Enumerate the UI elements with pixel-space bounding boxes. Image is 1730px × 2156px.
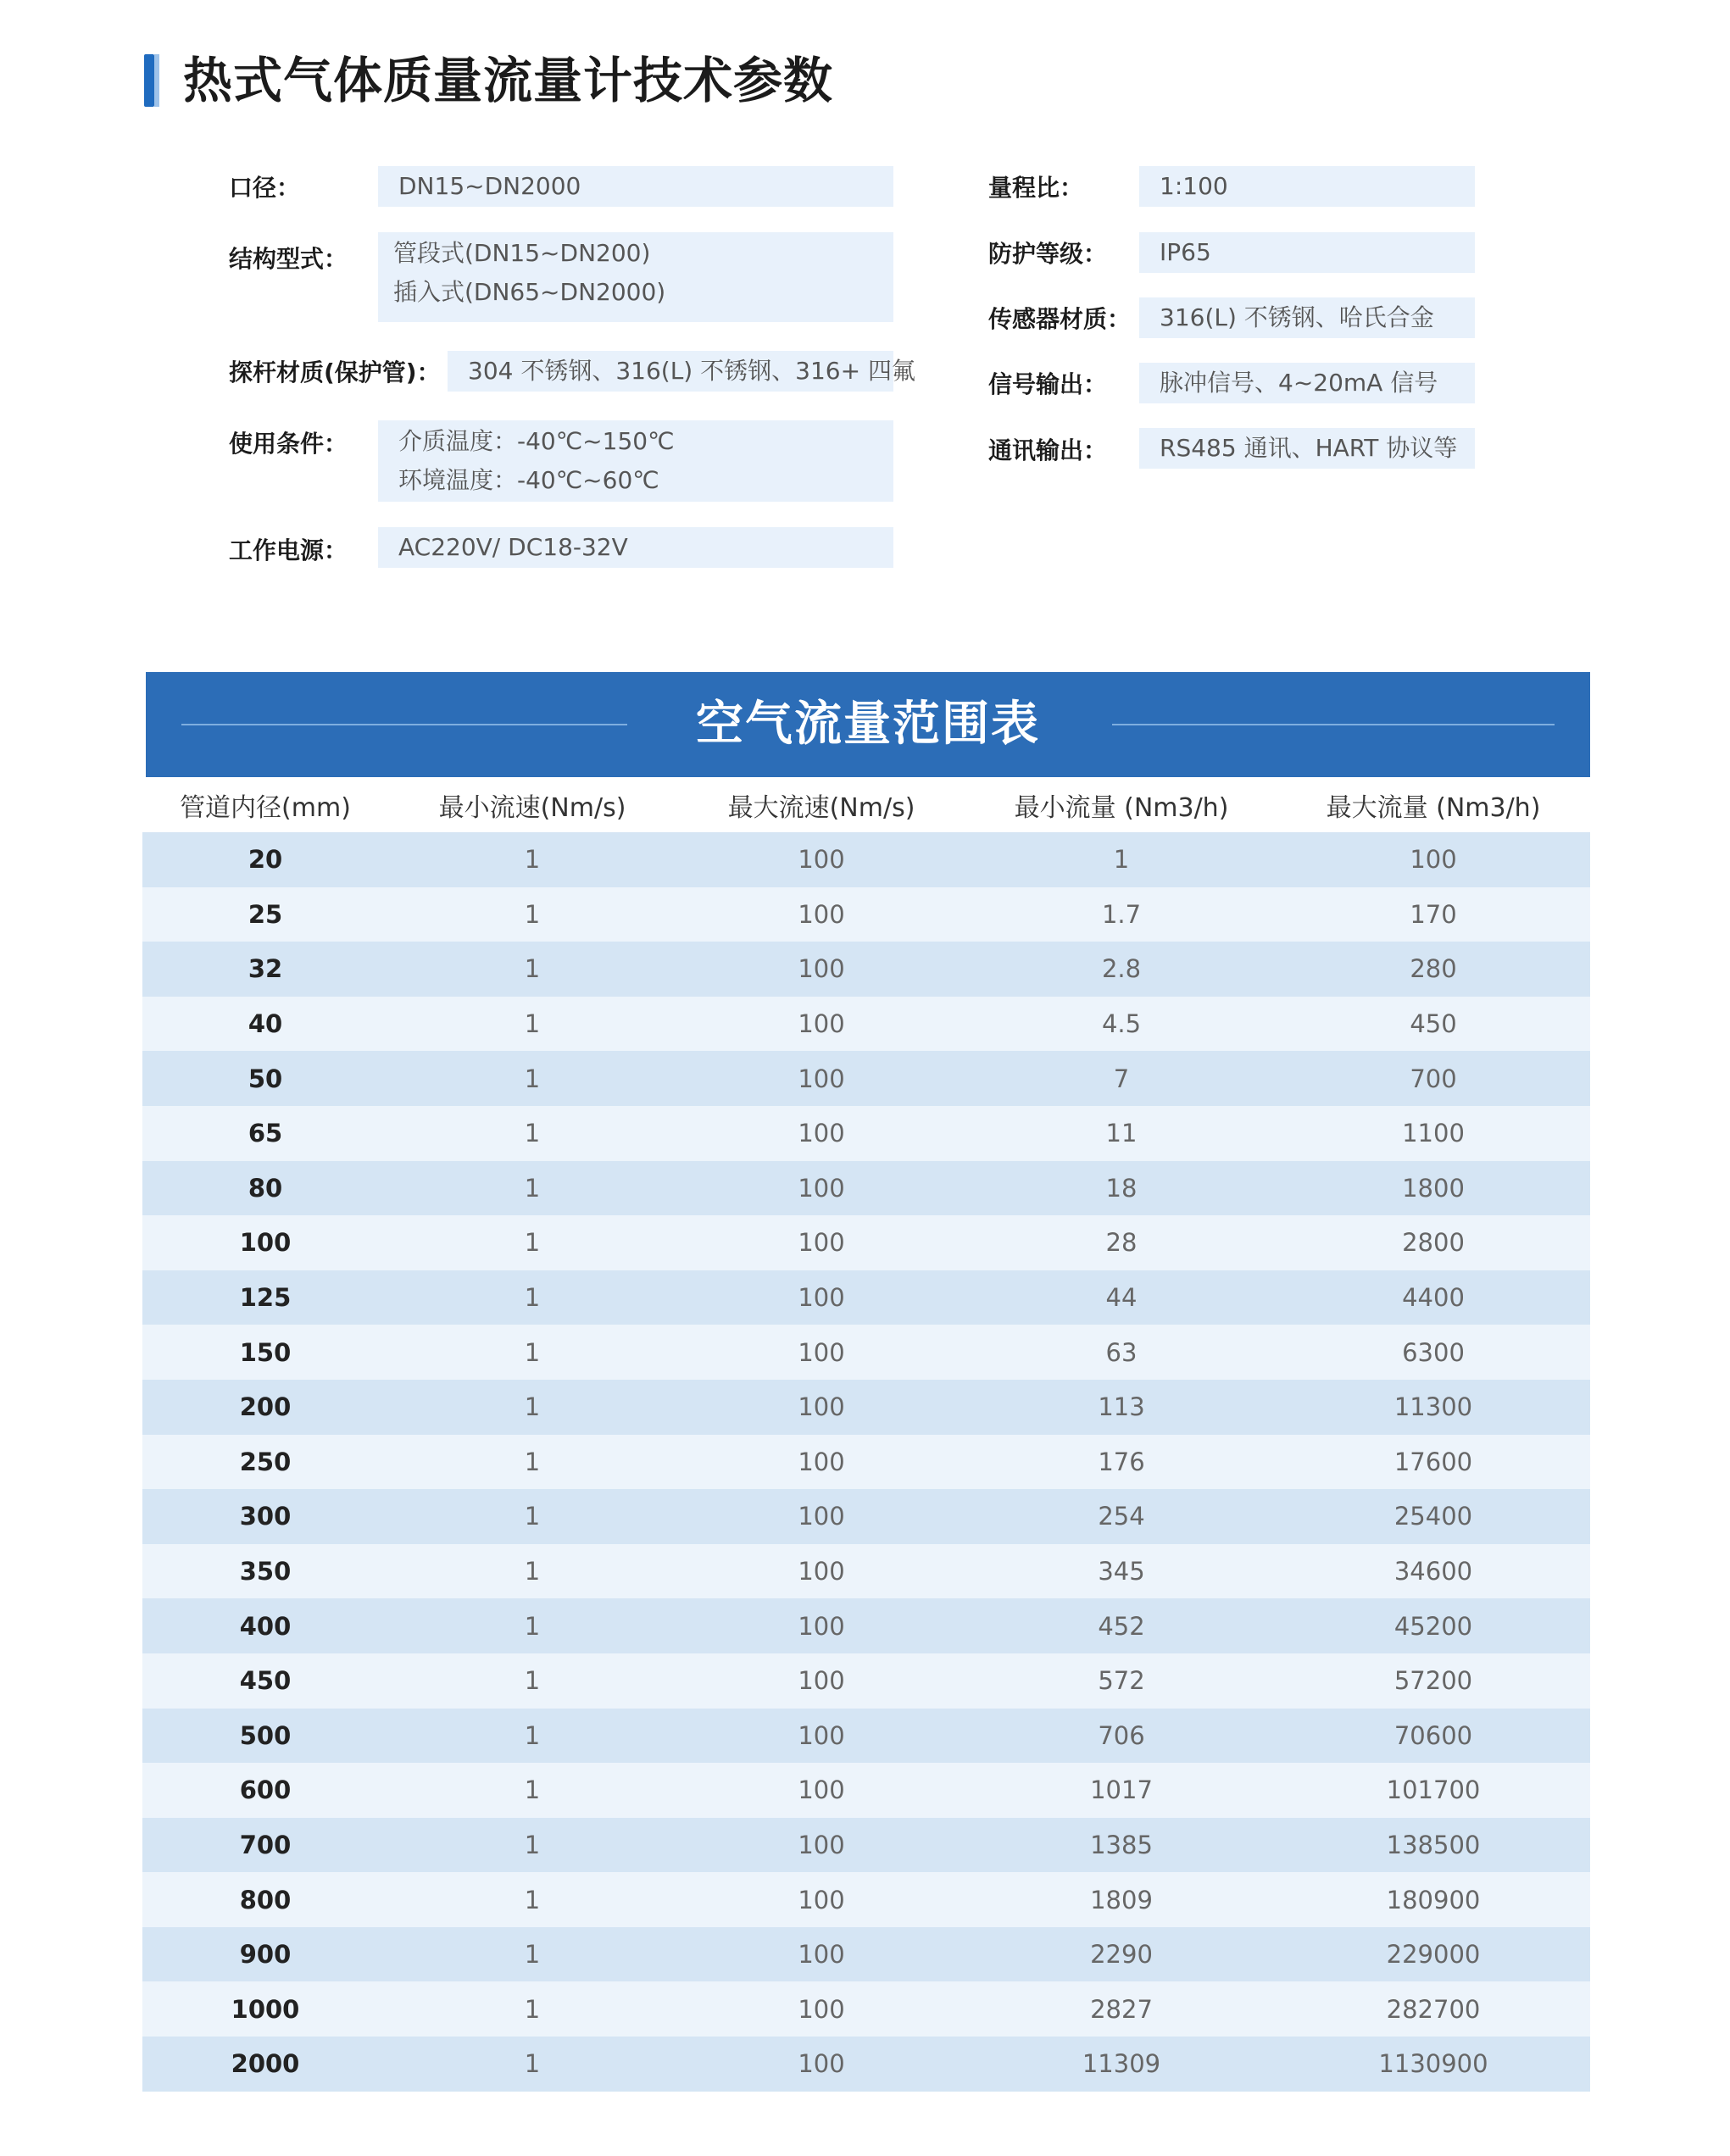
table-cell: 572 [1098,1666,1145,1696]
table-cell: 706 [1098,1720,1145,1750]
table-row [142,1872,1590,1927]
spec-value-structure [378,232,893,322]
table-cell: 700 [1410,1064,1457,1093]
table-row [142,887,1590,942]
table-cell: 1 [524,1392,541,1422]
table-cell: 100 [798,954,845,984]
table-cell: 400 [239,1611,292,1641]
table-cell: 2827 [1090,1994,1153,2024]
table-cell: 50 [248,1064,283,1093]
table-cell: 500 [239,1720,292,1750]
spec-label-sensor-material: 传感器材质： [988,305,1132,333]
table-cell: 100 [798,1502,845,1531]
title-accent-bar-light [154,54,159,107]
table-cell: 1 [524,1720,541,1750]
table-cell: 1 [524,1775,541,1805]
table-cell: 1 [524,1119,541,1148]
spec-value-line: 插入式(DN65~DN2000) [393,278,666,306]
spec-value-line: 304 不锈钢、316(L) 不锈钢、316+ 四氟 [468,357,915,385]
table-title: 空气流量范围表 [696,697,1040,752]
table-row [142,1325,1590,1380]
title-accent-bar [144,54,154,107]
table-cell: 2800 [1402,1228,1465,1258]
spec-label-conditions: 使用条件： [229,430,348,458]
table-row [142,1927,1590,1982]
table-cell: 100 [798,1392,845,1422]
table-cell: 1 [524,1283,541,1313]
table-cell: 20 [248,845,283,875]
table-cell: 1000 [231,1994,300,2024]
table-cell: 25 [248,899,283,929]
table-cell: 2290 [1090,1940,1153,1970]
table-cell: 100 [798,1119,845,1148]
spec-label-structure: 结构型式： [229,245,348,273]
table-cell: 100 [798,1666,845,1696]
spec-value-comm-output: RS485 通讯、HART 协议等 [1139,428,1475,469]
table-cell: 100 [798,1228,845,1258]
table-cell: 100 [798,1611,845,1641]
table-cell: 1 [524,1994,541,2024]
table-cell: 452 [1098,1611,1145,1641]
table-cell: 1 [524,1009,541,1039]
column-header: 最大流速(Nm/s) [727,792,915,823]
spec-label-power: 工作电源： [229,536,348,564]
table-row [142,1763,1590,1818]
table-cell: 100 [798,1283,845,1313]
table-cell: 4400 [1402,1283,1465,1313]
spec-value-conditions [378,420,893,502]
table-cell: 40 [248,1009,283,1039]
spec-label-protection: 防护等级： [988,240,1108,268]
table-cell: 1 [524,2049,541,2079]
table-cell: 1017 [1090,1775,1153,1805]
table-cell: 700 [239,1830,292,1859]
table-cell: 57200 [1393,1666,1473,1696]
table-cell: 65 [248,1119,283,1148]
table-cell: 1.7 [1101,899,1142,929]
table-cell: 1 [524,1557,541,1586]
table-row [142,2037,1590,2092]
spec-label-caliber: 口径： [229,174,301,202]
table-cell: 1100 [1402,1119,1465,1148]
table-cell: 125 [239,1283,292,1313]
table-cell: 32 [248,954,283,984]
table-cell: 100 [798,899,845,929]
table-cell: 450 [239,1666,292,1696]
table-cell: 1 [524,1447,541,1476]
table-row [142,832,1590,887]
table-cell: 2.8 [1101,954,1142,984]
table-cell: 1 [524,1885,541,1914]
column-header: 最小流量 (Nm3/h) [1014,792,1229,823]
table-body [142,832,1590,2092]
table-cell: 100 [798,1885,845,1914]
table-cell: 100 [798,1720,845,1750]
table-cell: 100 [798,1557,845,1586]
table-cell: 6300 [1402,1337,1465,1367]
table-row [142,1544,1590,1599]
table-cell: 1 [524,1173,541,1203]
table-row [142,1270,1590,1325]
table-cell: 176 [1098,1447,1145,1476]
table-cell: 1 [524,899,541,929]
table-cell: 254 [1098,1502,1145,1531]
table-row [142,1709,1590,1764]
spec-value-line: 管段式(DN15~DN200) [393,239,651,267]
table-cell: 1 [524,1830,541,1859]
table-cell: 2000 [231,2049,300,2079]
table-row [142,1051,1590,1106]
table-row [142,997,1590,1052]
column-header: 最大流量 (Nm3/h) [1326,792,1541,823]
table-cell: 1 [524,845,541,875]
spec-label-signal-output: 信号输出： [988,370,1108,398]
table-cell: 28 [1105,1228,1138,1258]
table-cell: 1 [524,1611,541,1641]
table-cell: 100 [798,1994,845,2024]
column-header: 最小流速(Nm/s) [438,792,626,823]
table-cell: 280 [1410,954,1457,984]
table-cell: 1809 [1090,1885,1153,1914]
table-cell: 7 [1113,1064,1130,1093]
table-row [142,1981,1590,2037]
table-header-banner [146,672,1590,777]
spec-value-line: DN15~DN2000 [398,172,581,200]
table-cell: 45200 [1393,1611,1473,1641]
table-row [142,1215,1590,1270]
table-cell: 1385 [1090,1830,1153,1859]
table-cell: 1 [524,1940,541,1970]
table-row [142,1380,1590,1435]
spec-value-signal-output: 脉冲信号、4~20mA 信号 [1139,363,1475,403]
table-cell: 100 [798,1064,845,1093]
table-cell: 900 [239,1940,292,1970]
table-cell: 170 [1410,899,1457,929]
table-cell: 4.5 [1101,1009,1142,1039]
table-cell: 11 [1105,1119,1138,1148]
table-cell: 1 [524,1064,541,1093]
table-cell: 100 [798,1337,845,1367]
table-cell: 1800 [1402,1173,1465,1203]
table-cell: 100 [1410,845,1457,875]
table-cell: 100 [798,845,845,875]
table-cell: 229000 [1386,1940,1481,1970]
table-cell: 450 [1410,1009,1457,1039]
table-cell: 1 [1113,845,1130,875]
table-cell: 11300 [1393,1392,1473,1422]
spec-value-power [378,527,893,568]
table-row [142,1818,1590,1873]
table-column-headers [142,777,1590,832]
table-cell: 11309 [1082,2049,1161,2079]
table-cell: 100 [798,1830,845,1859]
table-cell: 180900 [1386,1885,1481,1914]
table-cell: 17600 [1393,1447,1473,1476]
table-row [142,1598,1590,1653]
table-cell: 80 [248,1173,283,1203]
table-row [142,1435,1590,1490]
table-row [142,1106,1590,1161]
spec-value-probe-material [448,351,915,392]
column-header: 管道内径(mm) [180,792,351,823]
table-cell: 345 [1098,1557,1145,1586]
table-cell: 1130900 [1378,2049,1488,2079]
table-row [142,1489,1590,1544]
table-row [142,1161,1590,1216]
table-cell: 200 [239,1392,292,1422]
spec-value-protection: IP65 [1139,232,1475,273]
spec-label-range-ratio: 量程比： [988,174,1084,202]
table-cell: 100 [798,1940,845,1970]
spec-label-comm-output: 通讯输出： [988,436,1108,464]
spec-value-line: 介质温度：-40℃~150℃ [398,427,675,455]
table-cell: 600 [239,1775,292,1805]
table-cell: 34600 [1393,1557,1473,1586]
table-cell: 100 [798,1775,845,1805]
table-cell: 100 [798,1009,845,1039]
table-cell: 100 [798,2049,845,2079]
table-cell: 1 [524,954,541,984]
table-cell: 350 [239,1557,292,1586]
table-cell: 1 [524,1228,541,1258]
spec-value-sensor-material: 316(L) 不锈钢、哈氏合金 [1139,297,1475,338]
table-cell: 70600 [1393,1720,1473,1750]
table-cell: 150 [239,1337,292,1367]
table-row [142,1653,1590,1709]
spec-value-caliber [378,166,893,207]
table-row [142,942,1590,997]
table-cell: 100 [798,1447,845,1476]
spec-value-line: 环境温度：-40℃~60℃ [398,466,659,494]
table-cell: 44 [1105,1283,1138,1313]
table-cell: 25400 [1393,1502,1473,1531]
table-cell: 800 [239,1885,292,1914]
page-title: 热式气体质量流量计技术参数 [183,52,834,109]
spec-value-range-ratio: 1:100 [1139,166,1475,207]
table-cell: 18 [1105,1173,1138,1203]
table-cell: 113 [1098,1392,1145,1422]
table-cell: 138500 [1386,1830,1481,1859]
table-cell: 100 [239,1228,292,1258]
table-cell: 300 [239,1502,292,1531]
table-cell: 101700 [1386,1775,1481,1805]
table-cell: 100 [798,1173,845,1203]
spec-value-line: AC220V/ DC18-32V [398,533,628,561]
table-cell: 250 [239,1447,292,1476]
table-cell: 282700 [1386,1994,1481,2024]
table-cell: 63 [1105,1337,1138,1367]
spec-label-probe-material: 探杆材质(保护管)： [229,358,441,386]
table-cell: 1 [524,1502,541,1531]
table-cell: 1 [524,1666,541,1696]
table-cell: 1 [524,1337,541,1367]
